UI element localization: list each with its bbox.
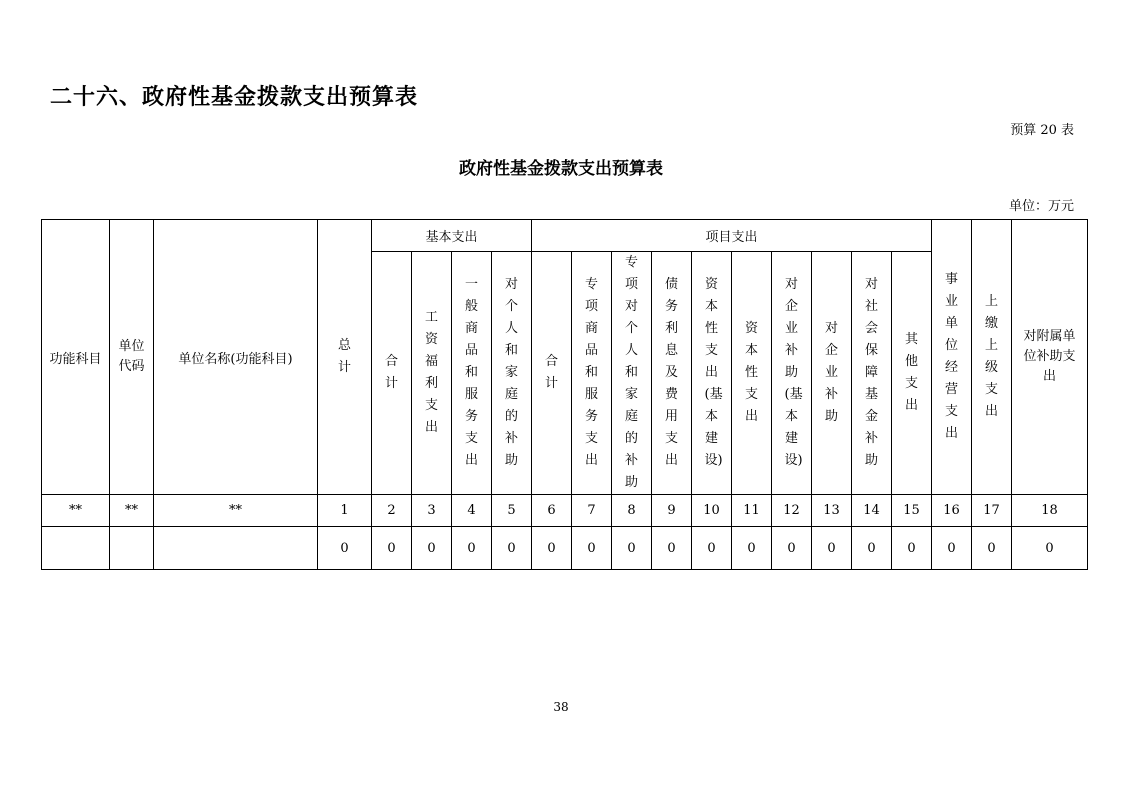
table-row: [42, 527, 1088, 570]
header-project-5: 资本性支出: [732, 252, 772, 495]
header-total: 总计: [318, 220, 372, 495]
cell-value: 0: [572, 527, 612, 570]
column-number: 11: [732, 495, 772, 527]
header-project-4: 资本性支出(基本建设): [692, 252, 732, 495]
header-superior: 上缴上级支出: [972, 220, 1012, 495]
cell-value: 0: [412, 527, 452, 570]
number-mark: **: [42, 495, 110, 527]
budget-table: [41, 219, 1088, 570]
cell-value: 0: [318, 527, 372, 570]
header-project-group: 项目支出: [532, 220, 932, 252]
header-project-1: 专项商品和服务支出: [572, 252, 612, 495]
column-number: 6: [532, 495, 572, 527]
header-project-6: 对企业补助(基本建设): [772, 252, 812, 495]
table-number: 预算 20 表: [1010, 123, 1074, 138]
cell-value: 0: [972, 527, 1012, 570]
number-mark: **: [110, 495, 154, 527]
page-number: 38: [553, 700, 569, 714]
cell-value: 0: [892, 527, 932, 570]
unit-label: 单位：万元: [1008, 199, 1074, 214]
header-row-1: [42, 220, 1088, 252]
cell-value: 0: [852, 527, 892, 570]
cell-func-subject: [42, 527, 110, 570]
column-number: 12: [772, 495, 812, 527]
number-row: [42, 495, 1088, 527]
cell-value: 0: [1012, 527, 1088, 570]
column-number: 15: [892, 495, 932, 527]
header-basic-group: 基本支出: [372, 220, 532, 252]
header-unit-code: 单位代码: [110, 220, 154, 495]
cell-unit-code: [110, 527, 154, 570]
cell-value: 0: [612, 527, 652, 570]
header-project-2: 专项对个人和家庭的补助: [612, 252, 652, 495]
column-number: 17: [972, 495, 1012, 527]
header-basic-0: 合计: [372, 252, 412, 495]
cell-value: 0: [652, 527, 692, 570]
header-subsidiary: 对附属单位补助支出: [1012, 220, 1088, 495]
column-number: 10: [692, 495, 732, 527]
header-project-3: 债务利息及费用支出: [652, 252, 692, 495]
column-number: 4: [452, 495, 492, 527]
cell-value: 0: [452, 527, 492, 570]
number-mark: **: [154, 495, 318, 527]
column-number: 5: [492, 495, 532, 527]
header-basic-2: 一般商品和服务支出: [452, 252, 492, 495]
header-basic-1: 工资福利支出: [412, 252, 452, 495]
column-number: 18: [1012, 495, 1088, 527]
cell-value: 0: [932, 527, 972, 570]
cell-value: 0: [732, 527, 772, 570]
column-number: 8: [612, 495, 652, 527]
header-project-7: 对企业补助: [812, 252, 852, 495]
column-number: 3: [412, 495, 452, 527]
table-title: 政府性基金拨款支出预算表: [459, 159, 663, 179]
column-number: 9: [652, 495, 692, 527]
column-number: 13: [812, 495, 852, 527]
cell-value: 0: [532, 527, 572, 570]
header-basic-3: 对个人和家庭的补助: [492, 252, 532, 495]
column-number: 16: [932, 495, 972, 527]
cell-value: 0: [372, 527, 412, 570]
cell-unit-name: [154, 527, 318, 570]
column-number: 7: [572, 495, 612, 527]
header-project-0: 合计: [532, 252, 572, 495]
header-project-9: 其他支出: [892, 252, 932, 495]
column-number: 2: [372, 495, 412, 527]
cell-value: 0: [812, 527, 852, 570]
column-number: 1: [318, 495, 372, 527]
cell-value: 0: [772, 527, 812, 570]
header-project-8: 对社会保障基金补助: [852, 252, 892, 495]
cell-value: 0: [492, 527, 532, 570]
section-title: 二十六、政府性基金拨款支出预算表: [50, 85, 419, 110]
column-number: 14: [852, 495, 892, 527]
header-unit-name: 单位名称(功能科目): [154, 220, 318, 495]
header-business: 事业单位经营支出: [932, 220, 972, 495]
header-func-subject: 功能科目: [42, 220, 110, 495]
cell-value: 0: [692, 527, 732, 570]
